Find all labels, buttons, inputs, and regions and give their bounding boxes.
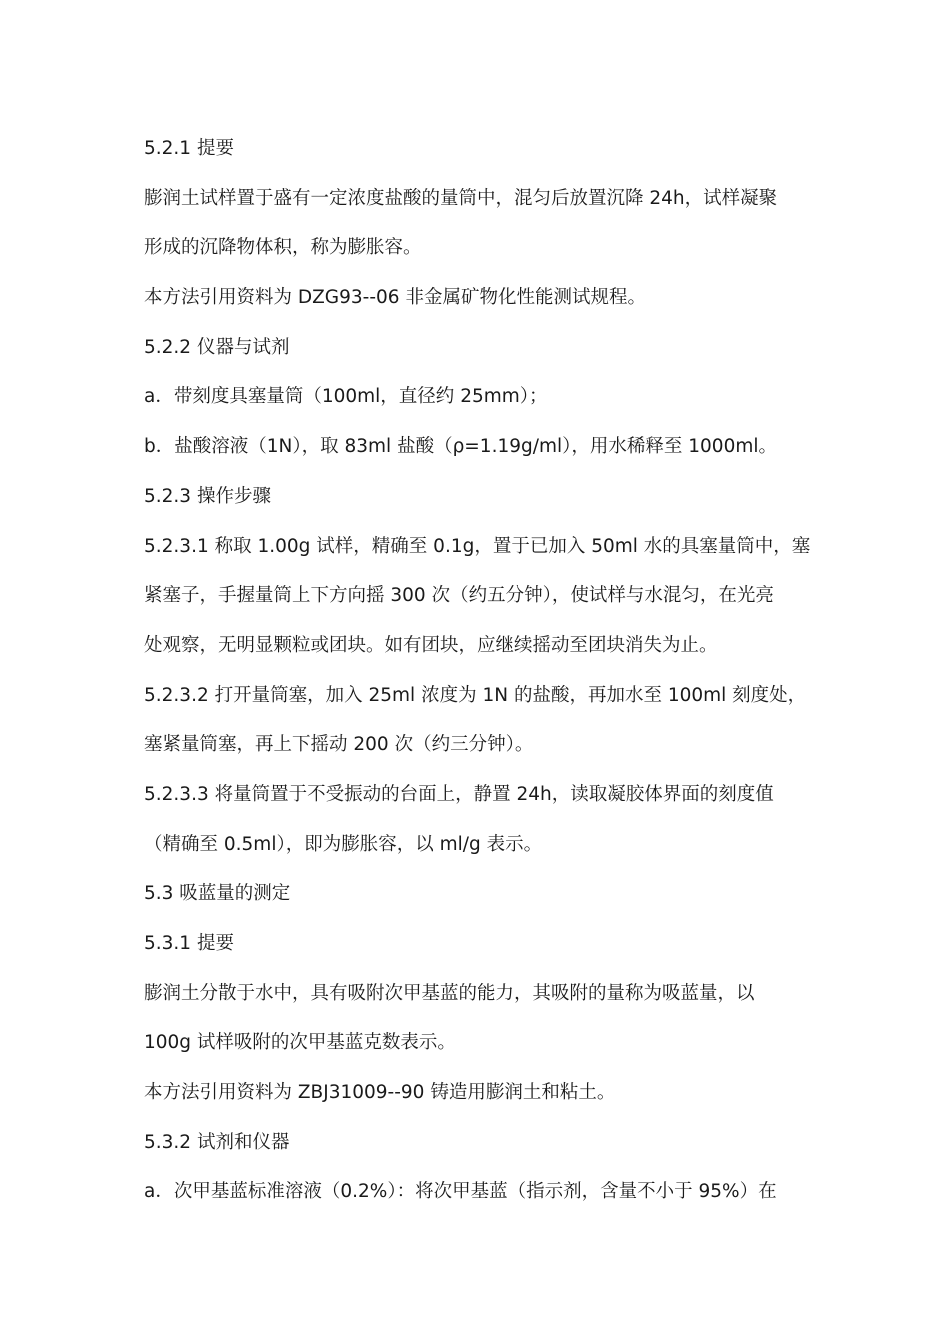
section-heading-5-2-1: 5.2.1 提要 (144, 138, 234, 159)
section-heading-5-2-2: 5.2.2 仪器与试剂 (144, 336, 290, 358)
section-heading-5-2-3: 5.2.3 操作步骤 (144, 485, 271, 507)
paragraph-line: 本方法引用资料为 DZG93--06 非金属矿物化性能测试规程。 (144, 287, 646, 309)
section-heading-5-3-2: 5.3.2 试剂和仪器 (144, 1131, 290, 1153)
paragraph-line: 5.2.3.2 打开量筒塞，加入 25ml 浓度为 1N 的盐酸，再加水至 100ml 刻度处， (144, 684, 807, 706)
paragraph-line: 形成的沉降物体积，称为膨胀容。 (144, 237, 422, 259)
paragraph-line: 紧塞子，手握量筒上下方向摇 300 次（约五分钟），使试样与水混匀，在光亮 (144, 585, 774, 607)
list-item-b: b．盐酸溶液（1N），取 83ml 盐酸（ρ=1.19g/ml），用水稀释至 1000ml。 (144, 436, 778, 458)
paragraph-line: 膨润土分散于水中，具有吸附次甲基蓝的能力，其吸附的量称为吸蓝量，以 (144, 982, 755, 1004)
paragraph-line: 塞紧量筒塞，再上下摇动 200 次（约三分钟）。 (144, 734, 534, 756)
paragraph-line: 5.2.3.1 称取 1.00g 试样，精确至 0.1g，置于已加入 50ml 水的具塞量筒中，塞 (144, 535, 811, 557)
list-item-a: a．带刻度具塞量筒（100ml，直径约 25mm）； (144, 386, 548, 408)
paragraph-line: 本方法引用资料为 ZBJ31009--90 铸造用膨润土和粘土。 (144, 1082, 616, 1104)
section-heading-5-3: 5.3 吸蓝量的测定 (144, 883, 291, 905)
paragraph-line: 5.2.3.3 将量筒置于不受振动的台面上，静置 24h，读取凝胶体界面的刻度值 (144, 783, 774, 805)
paragraph-line: 膨润土试样置于盛有一定浓度盐酸的量筒中，混匀后放置沉降 24h，试样凝聚 (144, 187, 778, 209)
paragraph-line: 100g 试样吸附的次甲基蓝克数表示。 (144, 1032, 456, 1054)
document-body (144, 124, 814, 1217)
paragraph-line: （精确至 0.5ml），即为膨胀容，以 ml/g 表示。 (144, 833, 543, 855)
list-item-a: a．次甲基蓝标准溶液（0.2%）：将次甲基蓝（指示剂，含量不小于 95%）在 (144, 1181, 777, 1203)
section-heading-5-3-1: 5.3.1 提要 (144, 933, 234, 954)
paragraph-line: 处观察，无明显颗粒或团块。如有团块，应继续摇动至团块消失为止。 (144, 634, 718, 656)
